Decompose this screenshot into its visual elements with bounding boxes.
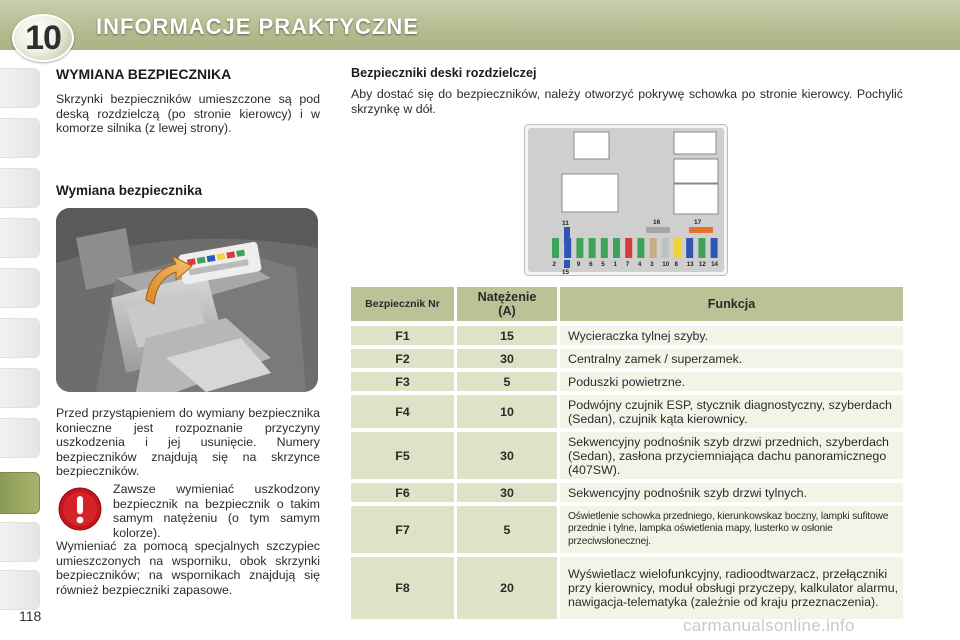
fuse-number: F7 — [351, 506, 454, 553]
fuse-slot — [613, 238, 620, 258]
fuse-amperage: 10 — [457, 395, 557, 428]
table-row — [351, 483, 903, 502]
fuse-slot — [686, 238, 693, 258]
header-fuse-nr: Bezpiecznik Nr — [351, 287, 454, 321]
fuse-amperage: 30 — [457, 432, 557, 479]
fuse-number: F2 — [351, 349, 454, 368]
chapter-tab-12[interactable] — [0, 570, 40, 610]
fuse-label-16: 16 — [653, 219, 661, 226]
fuse-slot — [564, 238, 571, 258]
section-heading: WYMIANA BEZPIECZNIKA — [56, 66, 232, 82]
table-row — [351, 349, 903, 368]
exclamation-icon — [58, 487, 102, 531]
fuse-slot — [662, 238, 669, 258]
fuse-number: F4 — [351, 395, 454, 428]
fuse-slot — [625, 238, 632, 258]
table-row — [351, 372, 903, 391]
fuse-box-diagram — [524, 124, 728, 276]
table-row — [351, 506, 903, 553]
fuse-amperage: 5 — [457, 372, 557, 391]
chapter-tab-6[interactable] — [0, 318, 40, 358]
fuse-number: F5 — [351, 432, 454, 479]
fuse-function: Poduszki powietrzne. — [560, 372, 903, 391]
chapter-tab-8[interactable] — [0, 418, 40, 458]
chapter-tab-7[interactable] — [0, 368, 40, 408]
table-row — [351, 432, 903, 479]
fuse-number: F1 — [351, 326, 454, 345]
table-row — [351, 395, 903, 428]
fuse-label-15: 15 — [562, 269, 569, 276]
fuse-amperage: 20 — [457, 557, 557, 619]
fuse-slot — [698, 238, 705, 258]
fuse-label-17: 17 — [694, 219, 702, 226]
chapter-tab-10-active[interactable] — [0, 472, 40, 514]
fuse-amperage: 30 — [457, 483, 557, 502]
fuse-function: Oświetlenie schowka przedniego, kierunkowskaz boczny, lampki sufitowe przednie i tylne, lampka oświetlenia mapy, lusterko w osłonie przeciwsłonecznej. — [560, 506, 903, 553]
fuse-label: 2 — [552, 261, 556, 268]
fuse-label: 8 — [674, 261, 678, 268]
dashboard-fuses-heading: Bezpieczniki deski rozdzielczej — [351, 66, 537, 80]
fuse-label: 7 — [625, 261, 630, 268]
chapter-tab-3[interactable] — [0, 168, 40, 208]
chapter-tab-2[interactable] — [0, 118, 40, 158]
table-row — [351, 557, 903, 619]
fuse-amperage: 5 — [457, 506, 557, 553]
fuse-label: 4 — [637, 261, 642, 268]
page-number: 118 — [19, 608, 42, 624]
fuse-label: 1 — [613, 261, 617, 268]
fuse-15 — [564, 260, 570, 268]
fuse-function: Centralny zamek / superzamek. — [560, 349, 903, 368]
fuse-function: Podwójny czujnik ESP, stycznik diagnostyczny, szyberdach (Sedan), czujnik kąta kierownicy. — [560, 395, 903, 428]
fuse-slot — [637, 238, 644, 258]
header-function: Funkcja — [560, 287, 903, 321]
fuse-label: 6 — [589, 261, 593, 268]
page-title: INFORMACJE PRAKTYCZNE — [96, 14, 419, 39]
fuse-slot — [601, 238, 608, 258]
fuse-label: 13 — [686, 261, 694, 268]
dashboard-fuses-paragraph: Aby dostać się do bezpieczników, należy otworzyć pokrywę schowka po stronie kierowcy. Pochylić skrzynkę w dół. — [351, 87, 903, 116]
chapter-tab-5[interactable] — [0, 268, 40, 308]
fuse-number: F3 — [351, 372, 454, 391]
fuse-label: 10 — [662, 261, 670, 268]
chapter-tab-4[interactable] — [0, 218, 40, 258]
table-row — [351, 326, 903, 345]
fuse-function: Sekwencyjny podnośnik szyb drzwi przednich, szyberdach (Sedan), zasłona przyciemniająca dachu panoramicznego (407SW). — [560, 432, 903, 479]
fuse-replacement-photo — [56, 208, 318, 392]
chapter-tab-1[interactable] — [0, 68, 40, 108]
fuse-label: 9 — [576, 261, 581, 268]
fuse-number: F6 — [351, 483, 454, 502]
fuse-label: 12 — [698, 261, 706, 268]
replacement-tool-paragraph: Wymieniać za pomocą specjalnych szczypiec umieszczonych na wsporniku, obok skrzynki bezpieczników; na wspornikach znajdują się również bezpieczniki zapasowe. — [56, 539, 320, 597]
fuse-label-11: 11 — [562, 220, 569, 227]
fuse-16 — [646, 227, 670, 233]
fuse-function: Wycieraczka tylnej szyby. — [560, 326, 903, 345]
fuse-slot — [711, 238, 718, 258]
fuse-label: 3 — [650, 261, 654, 268]
fuse-box-svg — [524, 124, 728, 276]
header-amperage-text: Natężenie (A) — [477, 290, 537, 318]
dashboard-photo-illustration — [56, 208, 318, 392]
fuse-function: Sekwencyjny podnośnik szyb drzwi tylnych. — [560, 483, 903, 502]
chapter-tabs — [0, 60, 45, 620]
fuse-17 — [689, 227, 713, 233]
watermark: carmanualsonline.info — [683, 616, 855, 635]
chapter-tab-11[interactable] — [0, 522, 40, 562]
fuse-slot — [650, 238, 657, 258]
intro-paragraph: Skrzynki bezpieczników umieszczone są pod deską rozdzielczą (po stronie kierowcy) i w komorze silnika (z lewej strony). — [56, 92, 320, 135]
fuse-label: 14 — [711, 261, 718, 268]
fuse-slot — [552, 238, 559, 258]
table-header-row — [351, 287, 903, 321]
fuse-number: F8 — [351, 557, 454, 619]
fuse-slot — [589, 238, 596, 258]
warning-paragraph: Zawsze wymieniać uszkodzony bezpiecznik na bezpiecznik o takim samym natężeniu (o tym samym kolorze). — [113, 482, 320, 540]
fuse-amperage: 30 — [457, 349, 557, 368]
fuse-slot — [576, 238, 583, 258]
fuse-amperage: 15 — [457, 326, 557, 345]
fuse-label: 5 — [601, 261, 605, 268]
chapter-badge: 10 — [12, 14, 74, 62]
subsection-heading: Wymiana bezpiecznika — [56, 183, 203, 198]
fuse-slot — [674, 238, 681, 258]
header-divider — [0, 50, 960, 62]
header-amperage — [457, 287, 557, 321]
before-replacement-paragraph: Przed przystąpieniem do wymiany bezpiecznika konieczne jest rozpoznanie przyczyny uszkodzenia i jej usunięcie. Numery bezpieczników znajdują się na skrzynce bezpieczników. — [56, 406, 320, 478]
fuse-function: Wyświetlacz wielofunkcyjny, radioodtwarzacz, przełączniki przy kierownicy, moduł obsługi przyczepy, kalkulator alarmu, nawigacja-telematyka (zależnie od kraju przeznaczenia). — [560, 557, 903, 619]
